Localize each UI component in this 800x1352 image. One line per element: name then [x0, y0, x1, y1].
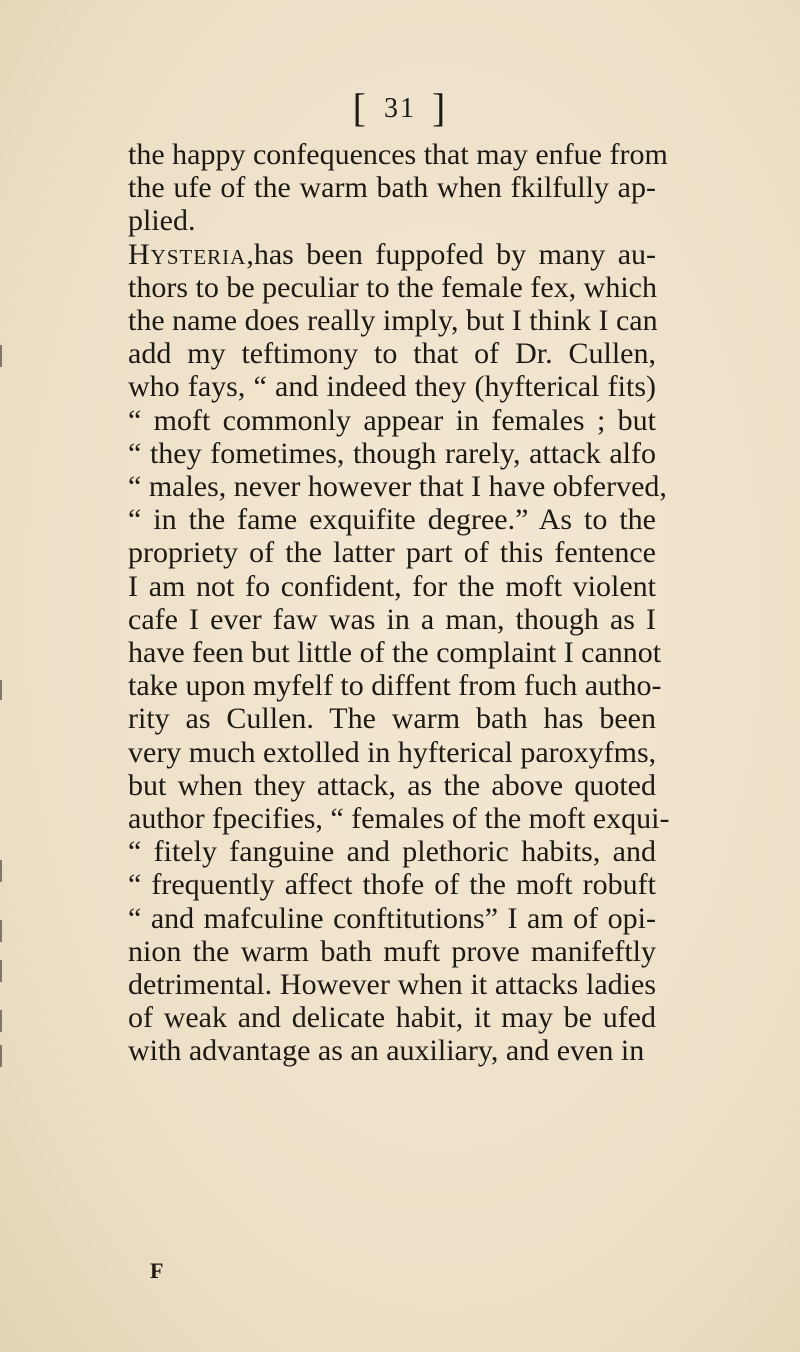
text-line	[128, 271, 656, 304]
text-line-content: add my teftimony to that of Dr. Cullen,	[128, 337, 656, 371]
text-line-content: rity as Cullen. The warm bath has been	[128, 702, 656, 736]
text-line-content: detrimental. However when it attacks ladies	[128, 968, 656, 1002]
text-line-content: “ males, never however that I have obferved,	[128, 470, 667, 504]
text-line-content: have feen but little of the complaint I cannot	[128, 636, 662, 670]
text-line-content: plied.	[128, 204, 196, 238]
text-line-content: the ufe of the warm bath when fkilfully ap-	[128, 171, 656, 205]
text-line-content: but when they attack, as the above quoted	[128, 768, 656, 802]
margin-mark	[0, 920, 2, 942]
text-line-content: “ fitely fanguine and plethoric habits, and	[128, 835, 656, 869]
header-bracket-close: ]	[432, 85, 448, 130]
text-line	[128, 404, 656, 437]
text-line	[128, 868, 656, 901]
header-bracket-open: [	[352, 85, 368, 130]
margin-mark	[0, 680, 2, 700]
text-line	[128, 968, 656, 1001]
text-line-content: I am not fo confident, for the moft violent	[128, 569, 656, 603]
text-line	[128, 138, 668, 171]
text-line	[128, 636, 662, 670]
text-line	[128, 902, 656, 935]
text-line-content: the happy confequences that may enfue from	[128, 138, 668, 171]
text-line	[128, 1034, 656, 1067]
text-line-content: “ and mafculine conftitutions” I am of opi-	[128, 901, 656, 935]
text-line	[128, 437, 656, 470]
text-line-content: nion the warm bath muft prove manifeftly	[128, 934, 656, 968]
text-line	[128, 204, 656, 237]
text-line	[128, 736, 656, 769]
text-line	[128, 238, 656, 271]
text-line-content: propriety of the latter part of this fentence	[128, 536, 656, 570]
margin-mark	[0, 1010, 2, 1032]
margin-mark	[0, 345, 2, 367]
text-line	[128, 1001, 656, 1034]
text-line	[128, 370, 656, 403]
text-line-content: who fays, “ and indeed they (hyfterical fits)	[128, 370, 656, 404]
text-line-content: take upon myfelf to diffent from fuch autho-	[128, 669, 662, 703]
text-line-content: cafe I ever faw was in a man, though as I	[128, 602, 656, 636]
margin-mark	[0, 1045, 2, 1067]
text-line	[128, 835, 656, 868]
text-line	[128, 337, 656, 370]
text-line-content: “ frequently affect thofe of the moft robuft	[128, 868, 656, 902]
margin-mark	[0, 960, 2, 982]
text-line	[128, 171, 656, 204]
text-line	[128, 503, 656, 536]
margin-mark	[0, 860, 2, 882]
text-line	[128, 802, 670, 836]
text-line	[128, 702, 656, 735]
text-line	[128, 570, 656, 603]
text-line-content: “ moft commonly appear in females ; but	[128, 403, 656, 437]
text-line	[128, 669, 662, 703]
text-line	[128, 603, 656, 636]
text-line-content: “ in the fame exquifite degree.” As to the	[128, 503, 656, 537]
text-line-content: author fpecifies, “ females of the moft exqui-	[128, 802, 670, 836]
page-header	[0, 84, 800, 131]
small-caps-word: Hysteria	[128, 237, 247, 271]
text-line	[128, 304, 656, 337]
text-line-content: the name does really imply, but I think I can	[128, 304, 658, 338]
page-number: 31	[384, 93, 416, 124]
signature-mark: F	[150, 1258, 164, 1283]
text-line	[128, 470, 667, 504]
text-line-content: thors to be peculiar to the female fex, which	[128, 270, 657, 304]
text-line-content: with advantage as an auxiliary, and even in	[128, 1034, 645, 1068]
text-line-content: ,has been fuppofed by many au-	[246, 237, 656, 271]
body-text	[128, 138, 670, 1068]
text-line-content: very much extolled in hyfterical paroxyfms,	[128, 735, 657, 769]
text-line-content: of weak and delicate habit, it may be ufed	[128, 1001, 656, 1035]
text-line	[128, 536, 656, 569]
text-line-content: “ they fometimes, though rarely, attack alfo	[128, 436, 656, 470]
text-line	[128, 935, 656, 968]
text-line	[128, 769, 656, 802]
